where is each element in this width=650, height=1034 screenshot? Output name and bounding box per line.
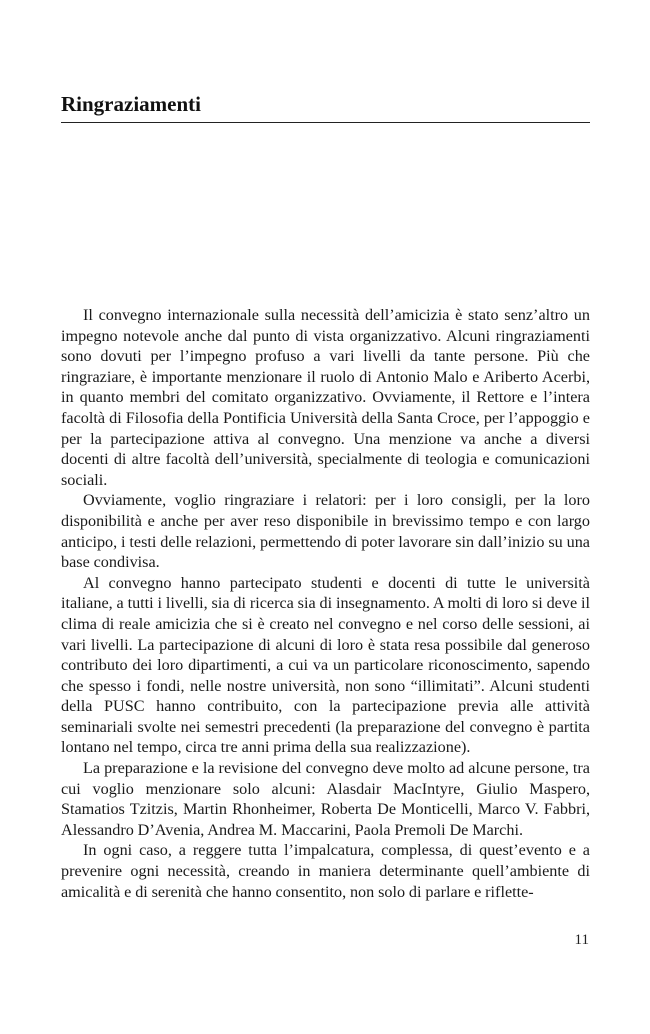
paragraph-5: In ogni caso, a reggere tutta l’impalcatura, complessa, di quest’evento e a prevenire ogni necessità, creando in maniera determinante quell’ambiente di amicalità e di serenità che hanno consentito, non solo di parlare e riflette- xyxy=(61,841,590,901)
page-number: 11 xyxy=(574,932,589,948)
paragraph-2: Ovviamente, voglio ringraziare i relatori: per i loro consigli, per la loro disponibilità e anche per aver reso disponibile in brevissimo tempo e con largo anticipo, i testi delle relazioni, permettendo di poter lavorare sin dall’inizio su una base condivisa. xyxy=(61,491,590,572)
paragraph-4: La preparazione e la revisione del convegno deve molto ad alcune persone, tra cui voglio menzionare solo alcuni: Alasdair MacIntyre, Giulio Maspero, Stamatios Tzitzis, Martin Rhonheimer, Roberta De Monticelli, Marco V. Fabbri, Alessandro D’Avenia, Andrea M. Maccarini, Paola Premoli De Marchi. xyxy=(61,759,590,839)
body-text xyxy=(61,305,590,902)
paragraph-3: Al convegno hanno partecipato studenti e docenti di tutte le università italiane, a tutti i livelli, sia di ricerca sia di insegnamento. A molti di loro si deve il clima di reale amicizia che si è creato nel convegno e nel corso delle sessioni, ai vari livelli. La partecipazione di alcuni di loro è stata resa possibile dal generoso contributo dei loro dipartimenti, a cui va un particolare riconoscimento, sapendo che spesso i fondi, nelle nostre università, non sono “illimitati”. Alcuni studenti della PUSC hanno contribuito, con la partecipazione previa alle attività seminariali svolte nei semestri precedenti (la preparazione del convegno è partita lontano nel tempo, circa tre anni prima della sua realizzazione). xyxy=(61,573,590,757)
page-title: Ringraziamenti xyxy=(61,92,201,116)
title-rule xyxy=(61,122,590,123)
paragraph-1: Il convegno internazionale sulla necessità dell’amicizia è stato senz’altro un impegno notevole anche dal punto di vista organizzativo. Alcuni ringraziamenti sono dovuti per l’impegno profuso a vari livelli da tante persone. Più che ringraziare, è importante menzionare il ruolo di Antonio Malo e Ariberto Acerbi, in quanto membri del comitato organizzativo. Ovviamente, il Rettore e l’intera facoltà di Filosofia della Pontificia Università della Santa Croce, per l’appoggio e per la partecipazione attiva al convegno. Una menzione va anche a diversi docenti di altre facoltà dell’università, specialmente di teologia e comunicazioni sociali. xyxy=(61,306,590,489)
